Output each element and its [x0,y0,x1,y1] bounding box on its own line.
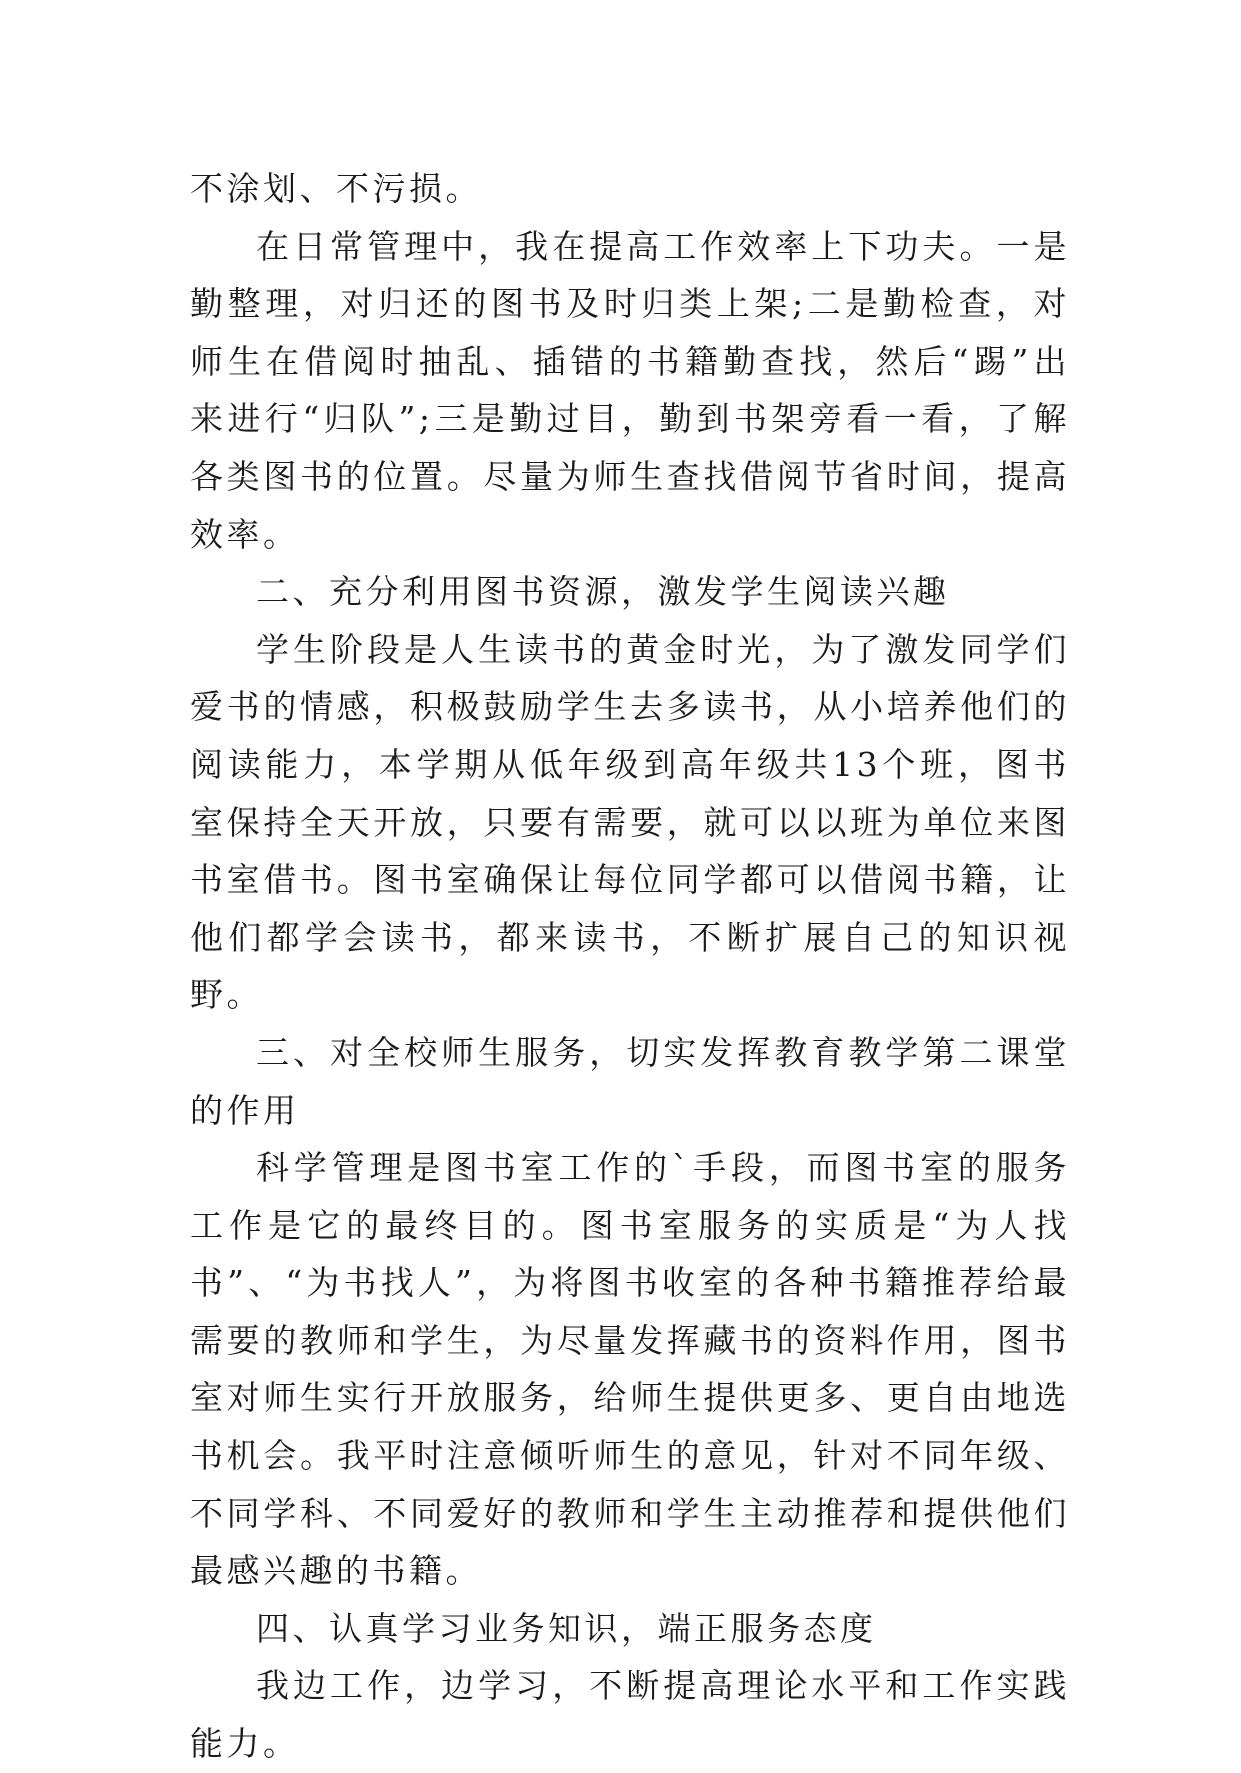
paragraph-continuation: 不涂划、不污损。 [190,169,482,208]
document-body [190,160,1070,1773]
section-heading-3: 三、对全校师生服务，切实发挥教育教学第二课堂的作用 [190,1032,1070,1130]
section-heading-2: 二、充分利用图书资源，激发学生阅读兴趣 [256,572,950,612]
section-heading-4: 四、认真学习业务知识，端正服务态度 [256,1608,877,1648]
paragraph-reading-interest: 学生阶段是人生读书的黄金时光，为了激发同学们爱书的情感，积极鼓励学生去多读书，从小培养他们的阅读能力，本学期从低年级到高年级共13个班，图书室保持全天开放，只要有需要，就可以以班为单位来图书室借书。图书室确保让每位同学都可以借阅书籍，让他们都学会读书，都来读书，不断扩展自己的知识视野。 [190,629,1070,1015]
paragraph-daily-management: 在日常管理中，我在提高工作效率上下功夫。一是勤整理，对归还的图书及时归类上架;二是勤检查，对师生在借阅时抽乱、插错的书籍勤查找，然后“踢”出来进行“归队”;三是勤过目，勤到书架旁看一看，了解各类图书的位置。尽量为师生查找借阅节省时间，提高效率。 [190,226,1070,554]
paragraph-study: 我边工作，边学习，不断提高理论水平和工作实践能力。 [190,1666,1070,1764]
paragraph-service: 科学管理是图书室工作的`手段，而图书室的服务工作是它的最终目的。图书室服务的实质是“为人找书”、“为书找人”，为将图书收室的各种书籍推荐给最需要的教师和学生，为尽量发挥藏书的资料作用，图书室对师生实行开放服务，给师生提供更多、更自由地选书机会。我平时注意倾听师生的意见，针对不同年级、不同学科、不同爱好的教师和学生主动推荐和提供他们最感兴趣的书籍。 [190,1148,1070,1591]
